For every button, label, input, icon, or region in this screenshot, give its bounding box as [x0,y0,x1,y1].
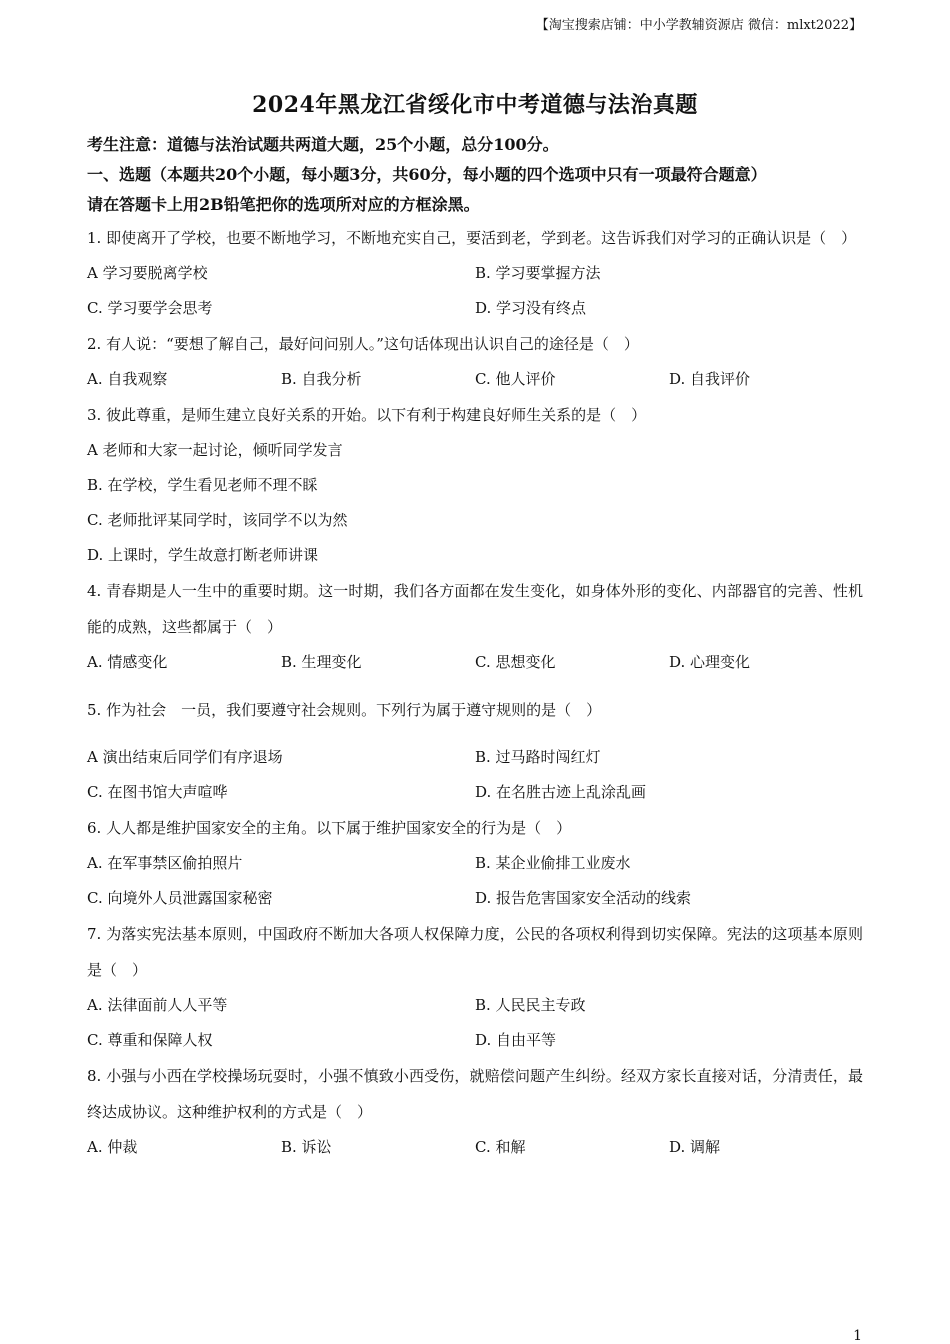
option-c: C. 和解 [475,1138,526,1156]
question-7 [87,916,863,1058]
question-stem: 6. 人人都是维护国家安全的主角。以下属于维护国家安全的行为是（ ） [87,819,572,837]
option-c: C. 老师批评某同学时，该同学不以为然 [87,511,348,529]
page-number: 1 [853,1328,862,1344]
option-list [87,846,863,916]
option-a: A. 仲裁 [87,1138,138,1156]
question-stem: 7. 为落实宪法基本原则，中国政府不断加大各项人权保障力度，公民的各项权利得到切实保障。宪法的这项基本原则是（ ） [87,925,863,979]
option-d: D. 在名胜古迹上乱涂乱画 [475,783,647,801]
option-d: D. 自我评价 [669,370,751,388]
option-b: B. 生理变化 [281,653,362,671]
option-list [87,1130,863,1165]
page-title: 2024年黑龙江省绥化市中考道德与法治真题 [252,92,698,118]
section-heading: 一、选题（本题共20个小题，每小题3分，共60分，每小题的四个选项中只有一项最符合题意） [87,165,767,184]
option-list [87,433,863,573]
option-a: A. 法律面前人人平等 [87,996,228,1014]
option-b: B. 过马路时闯红灯 [475,748,601,766]
option-list [87,256,863,326]
option-a: A. 情感变化 [87,653,168,671]
option-list [87,362,863,397]
option-d: D. 学习没有终点 [475,299,587,317]
question-stem: 4. 青春期是人一生中的重要时期。这一时期，我们各方面都在发生变化，如身体外形的变化、内部器官的完善、性机能的成熟，这些都属于（ ） [87,582,863,636]
option-list [87,645,863,680]
option-c: C. 他人评价 [475,370,556,388]
option-a: A. 在军事禁区偷拍照片 [87,854,243,872]
option-b: B. 某企业偷排工业废水 [475,854,631,872]
question-stem: 3. 彼此尊重，是师生建立良好关系的开始。以下有利于构建良好师生关系的是（ ） [87,406,647,424]
question-5 [87,680,863,810]
option-b: B. 人民民主专政 [475,996,586,1014]
question-8 [87,1058,863,1165]
option-b: B. 自我分析 [281,370,362,388]
question-1 [87,220,863,326]
question-stem: 1. 即使离开了学校，也要不断地学习，不断地充实自己，要活到老，学到老。这告诉我们对学习的正确认识是（ ） [87,229,857,247]
exam-content [87,130,863,1165]
question-4 [87,573,863,680]
option-c: C. 向境外人员泄露国家秘密 [87,889,273,907]
option-d: D. 自由平等 [475,1031,557,1049]
option-b: B. 学习要掌握方法 [475,264,601,282]
section-instruction: 请在答题卡上用2B铅笔把你的选项所对应的方框涂黑。 [87,195,480,214]
option-list [87,988,863,1058]
option-d: D. 报告危害国家安全活动的线索 [475,889,692,907]
option-a: A 演出结束后同学们有序退场 [87,748,283,766]
question-stem: 8. 小强与小西在学校操场玩耍时，小强不慎致小西受伤，就赔偿问题产生纠纷。经双方家长直接对话，分清责任，最终达成协议。这种维护权利的方式是（ ） [87,1067,863,1121]
option-a: A 老师和大家一起讨论，倾听同学发言 [87,441,343,459]
option-c: C. 学习要学会思考 [87,299,213,317]
option-c: C. 尊重和保障人权 [87,1031,213,1049]
option-list [87,740,863,810]
option-a: A 学习要脱离学校 [87,264,208,282]
option-d: D. 心理变化 [669,653,751,671]
option-a: A. 自我观察 [87,370,168,388]
question-3 [87,397,863,573]
question-6 [87,810,863,916]
exam-notice: 考生注意：道德与法治试题共两道大题，25个小题，总分100分。 [87,135,559,154]
option-b: B. 在学校，学生看见老师不理不睬 [87,476,318,494]
option-c: C. 思想变化 [475,653,556,671]
option-c: C. 在图书馆大声喧哗 [87,783,228,801]
question-stem: 5. 作为社会 一员，我们要遵守社会规则。下列行为属于遵守规则的是（ ） [87,701,602,719]
option-d: D. 上课时，学生故意打断老师讲课 [87,546,319,564]
option-b: B. 诉讼 [281,1138,332,1156]
question-2 [87,326,863,397]
option-d: D. 调解 [669,1138,721,1156]
header-note: 【淘宝搜索店铺：中小学教辅资源店 微信：mlxt2022】 [535,18,862,33]
question-stem: 2. 有人说：“要想了解自己，最好问问别人。”这句话体现出认识自己的途径是（ ） [87,335,639,353]
